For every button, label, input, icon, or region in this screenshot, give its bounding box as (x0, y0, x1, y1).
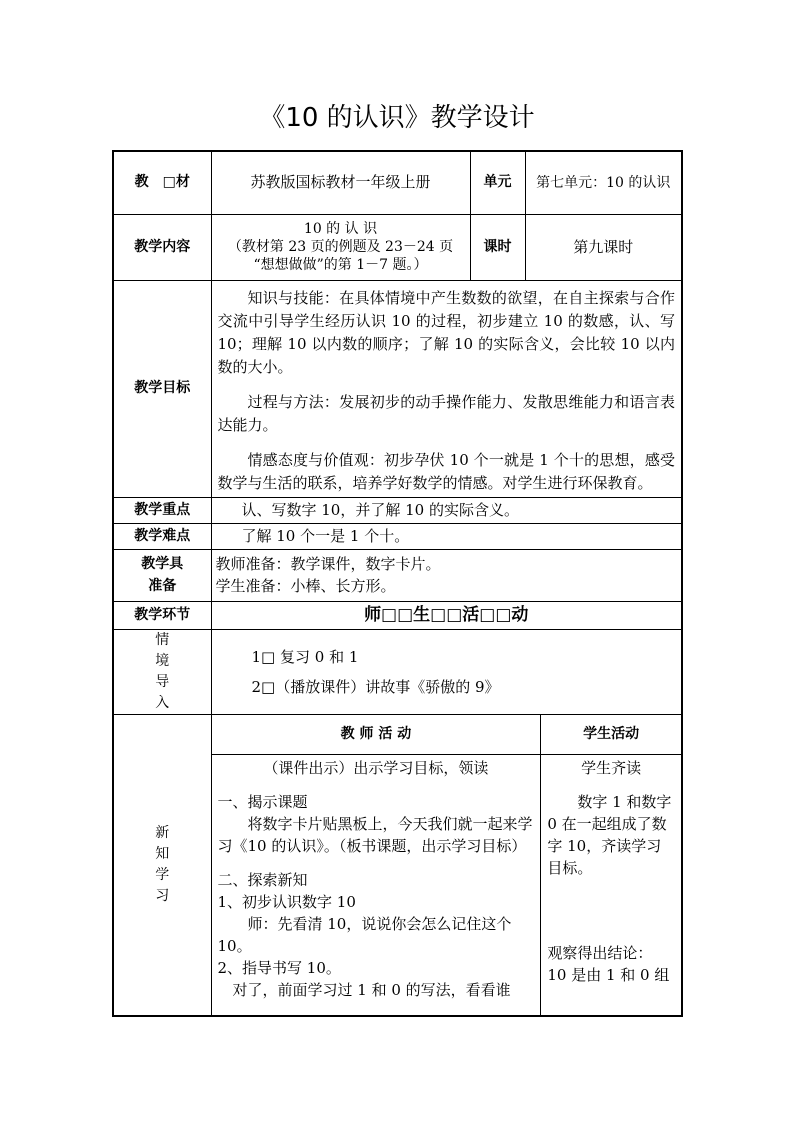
intro-item-2: 2□（播放课件）讲故事《骄傲的 9》 (251, 677, 500, 696)
activity-body-row (212, 755, 682, 1015)
material-label: 教 □材 (113, 151, 211, 214)
activity-table (212, 715, 682, 1015)
intro-label-char-2: 境 (155, 652, 170, 669)
teacher-line-5: 1、初步认识数字 10 (217, 893, 356, 911)
intro-row (113, 629, 682, 714)
intro-label-char-3: 导 (155, 673, 170, 690)
goal-process: 过程与方法：发展初步的动手操作能力、发散思维能力和语言表达能力。 (217, 392, 675, 434)
student-line-3: 观察得出结论： (547, 944, 653, 962)
document-title: 《10 的认识》教学设计 (259, 103, 535, 133)
key-point-row (113, 497, 682, 523)
content-line-2: （教材第 23 页的例题及 23－24 页 (227, 239, 454, 255)
intro-label-char-1: 情 (155, 631, 170, 648)
tools-teacher: 教师准备：教学课件，数字卡片。 (215, 555, 441, 573)
tools-label-line-1: 教学具 (141, 556, 184, 572)
intro-item-1: 1□ 复习 0 和 1 (251, 647, 359, 666)
student-activity (541, 755, 681, 1015)
tools-value (211, 549, 682, 601)
difficulty-label: 教学难点 (113, 523, 211, 549)
student-line-2: 数字 1 和数字 0 在一起组成了数字 10，齐读学习目标。 (547, 793, 672, 877)
lesson-plan-table (112, 150, 683, 1017)
student-activity-header: 学生活动 (541, 715, 681, 755)
teacher-line-2: 一、揭示课题 (217, 793, 308, 811)
material-row (113, 151, 682, 214)
student-line-1: 学生齐读 (581, 759, 642, 777)
tools-label-line-2: 准备 (148, 578, 177, 594)
new-learning-label (113, 714, 211, 1016)
period-value: 第九课时 (525, 214, 682, 280)
student-line-4: 10 是由 1 和 0 组 (547, 966, 670, 984)
period-label: 课时 (470, 214, 525, 280)
teacher-line-4: 二、探索新知 (217, 871, 308, 889)
goals-value (211, 280, 682, 497)
new-learning-row (113, 714, 682, 1016)
new-label-char-4: 习 (155, 887, 170, 904)
new-label-char-1: 新 (155, 824, 170, 841)
difficulty-row (113, 523, 682, 549)
goal-attitude: 情感态度与价值观：初步孕伏 10 个一就是 1 个十的思想，感受数学与生活的联系，培养学好数学的情感。对学生进行环保教育。 (217, 450, 675, 492)
key-point-label: 教学重点 (113, 497, 211, 523)
new-label-char-3: 学 (155, 866, 170, 883)
activity-header-row (212, 715, 682, 755)
process-label: 教学环节 (113, 601, 211, 629)
material-value: 苏教版国标教材一年级上册 (211, 151, 470, 214)
teacher-activity (212, 755, 541, 1015)
content-value (211, 214, 470, 280)
content-row (113, 214, 682, 280)
goal-knowledge: 知识与技能：在具体情境中产生数数的欲望，在自主探索与合作交流中引导学生经历认识 10 的过程，初步建立 10 的数感，认、写 10；理解 10 以内数的顺序；了解 10 的实际含义，会比较 10 以内数的大小。 (217, 288, 675, 376)
key-point-value: 认、写数字 10，并了解 10 的实际含义。 (211, 497, 682, 523)
tools-row (113, 549, 682, 601)
teacher-activity-header: 教 师 活 动 (212, 715, 541, 755)
new-learning-content (211, 714, 682, 1016)
intro-label-char-4: 入 (155, 694, 170, 711)
teacher-line-6: 师：先看清 10，说说你会怎么记住这个 10。 (217, 915, 512, 955)
intro-value (211, 629, 682, 714)
content-line-1: 10 的 认 识 (303, 221, 378, 237)
tools-student: 学生准备：小棒、长方形。 (215, 577, 396, 595)
teacher-line-8: 对了，前面学习过 1 和 0 的写法，看看谁 (232, 981, 511, 999)
teacher-line-1: （课件出示）出示学习目标，领读 (263, 759, 489, 777)
content-line-3: “想想做做”的第 1－7 题。） (253, 257, 428, 273)
goals-label: 教学目标 (113, 280, 211, 497)
goals-row (113, 280, 682, 497)
tools-label (113, 549, 211, 601)
new-label-char-2: 知 (155, 845, 170, 862)
teacher-line-7: 2、指导书写 10。 (217, 959, 341, 977)
unit-label: 单元 (470, 151, 525, 214)
teacher-line-3: 将数字卡片贴黑板上，今天我们就一起来学习《10 的认识》。（板书课题，出示学习目标） (217, 815, 533, 855)
content-label: 教学内容 (113, 214, 211, 280)
difficulty-value: 了解 10 个一是 1 个十。 (211, 523, 682, 549)
unit-value: 第七单元：10 的认识 (525, 151, 682, 214)
intro-label (113, 629, 211, 714)
process-value: 师□□生□□活□□动 (211, 601, 682, 629)
process-row (113, 601, 682, 629)
